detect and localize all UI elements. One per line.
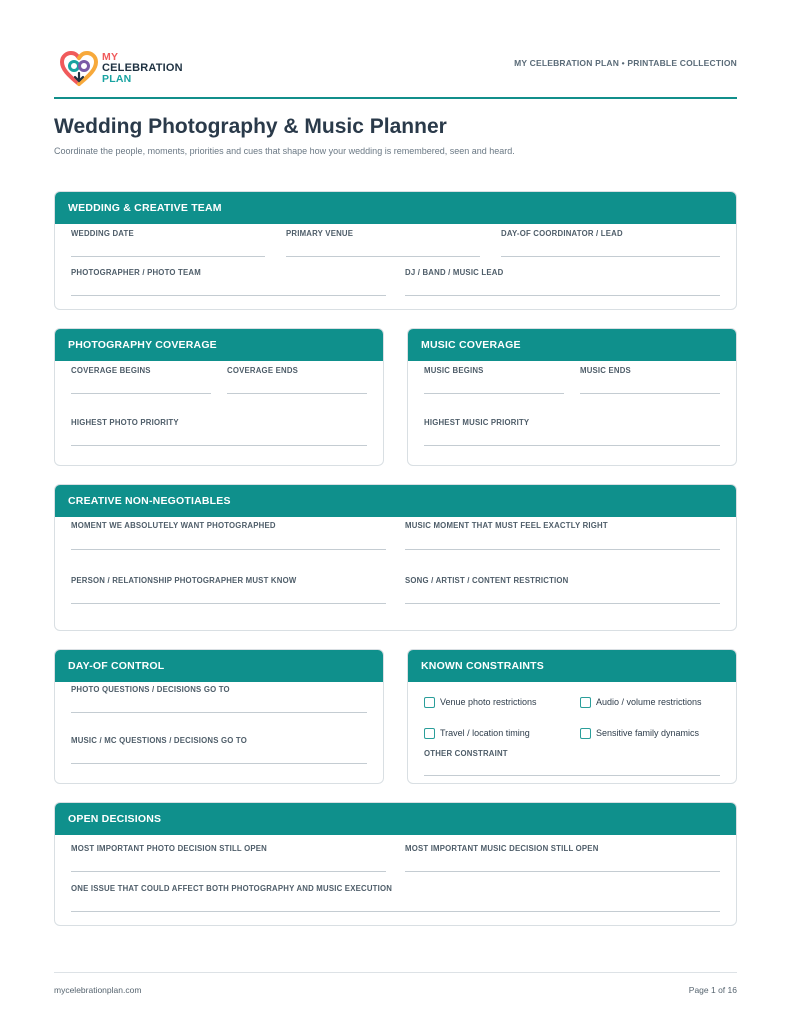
brand-logo — [60, 49, 200, 89]
section-heading: WEDDING & CREATIVE TEAM — [55, 192, 736, 224]
field-label: WEDDING DATE — [71, 229, 134, 238]
write-line — [424, 393, 564, 394]
collection-label: MY CELEBRATION PLAN • PRINTABLE COLLECTION — [514, 58, 737, 68]
section-heading: KNOWN CONSTRAINTS — [408, 650, 736, 682]
section-day-of-control — [54, 649, 384, 784]
photo-moment-field[interactable] — [71, 521, 386, 551]
field-label: HIGHEST PHOTO PRIORITY — [71, 418, 179, 427]
photo-priority-field[interactable] — [71, 418, 367, 446]
other-constraint-field[interactable] — [424, 749, 720, 777]
logo-line-my: MY — [102, 51, 119, 63]
field-label: MOST IMPORTANT PHOTO DECISION STILL OPEN — [71, 844, 268, 853]
field-label: PHOTOGRAPHER / PHOTO TEAM — [71, 268, 201, 277]
write-line — [71, 549, 386, 550]
field-label: MOST IMPORTANT MUSIC DECISION STILL OPEN — [405, 844, 599, 853]
write-line — [71, 256, 265, 257]
field-label: COVERAGE BEGINS — [71, 366, 151, 375]
field-label: SONG / ARTIST / CONTENT RESTRICTION — [405, 576, 569, 585]
checkbox-label: Venue photo restrictions — [440, 697, 537, 707]
write-line — [405, 295, 720, 296]
field-label: HIGHEST MUSIC PRIORITY — [424, 418, 530, 427]
checkbox-venue-photo-restrictions[interactable] — [424, 697, 537, 708]
write-line — [405, 549, 720, 550]
section-heading: OPEN DECISIONS — [55, 803, 736, 835]
field-label: MUSIC MOMENT THAT MUST FEEL EXACTLY RIGHT — [405, 521, 608, 530]
section-heading: PHOTOGRAPHY COVERAGE — [55, 329, 383, 361]
section-open-decisions — [54, 802, 737, 926]
write-line — [580, 393, 720, 394]
footer-divider — [54, 972, 737, 973]
checkbox-label: Audio / volume restrictions — [596, 697, 702, 707]
coverage-ends-field[interactable] — [227, 366, 367, 394]
photographer-field[interactable] — [71, 268, 386, 296]
section-music-coverage — [407, 328, 737, 466]
logo-line-celebration: CELEBRATION — [102, 62, 183, 74]
write-line — [71, 603, 386, 604]
music-questions-field[interactable] — [71, 736, 367, 764]
checkbox-label: Travel / location timing — [440, 728, 530, 738]
open-music-decision-field[interactable] — [405, 844, 720, 872]
header-divider — [54, 97, 737, 99]
checkbox-audio-volume-restrictions[interactable] — [580, 697, 702, 708]
write-line — [71, 911, 720, 912]
field-label: COVERAGE ENDS — [227, 366, 299, 375]
page-subtitle: Coordinate the people, moments, priorities and cues that shape how your wedding is remembered, seen and heard. — [54, 146, 515, 156]
relationship-field[interactable] — [71, 576, 386, 606]
field-label: OTHER CONSTRAINT — [424, 749, 508, 758]
write-line — [71, 763, 367, 764]
write-line — [501, 256, 720, 257]
section-known-constraints — [407, 649, 737, 784]
section-heading: DAY-OF CONTROL — [55, 650, 383, 682]
music-begins-field[interactable] — [424, 366, 564, 394]
page-header — [54, 45, 737, 99]
write-line — [71, 445, 367, 446]
checkbox-label: Sensitive family dynamics — [596, 728, 700, 738]
field-label: ONE ISSUE THAT COULD AFFECT BOTH PHOTOGRAPHY AND MUSIC EXECUTION — [71, 884, 393, 893]
content-restriction-field[interactable] — [405, 576, 720, 606]
write-line — [71, 712, 367, 713]
checkbox-icon[interactable] — [424, 697, 435, 708]
checkbox-sensitive-family-dynamics[interactable] — [580, 728, 699, 739]
write-line — [424, 775, 720, 776]
write-line — [71, 393, 211, 394]
wedding-date-field[interactable] — [71, 229, 265, 257]
write-line — [424, 445, 720, 446]
dj-field[interactable] — [405, 268, 720, 296]
section-heading: MUSIC COVERAGE — [408, 329, 736, 361]
logo-line-plan: PLAN — [102, 73, 132, 85]
field-label: DJ / BAND / MUSIC LEAD — [405, 268, 504, 277]
checkbox-icon[interactable] — [580, 728, 591, 739]
section-creative-team — [54, 191, 737, 310]
write-line — [227, 393, 367, 394]
footer-page-number: Page 1 of 16 — [688, 985, 737, 995]
music-ends-field[interactable] — [580, 366, 720, 394]
open-photo-decision-field[interactable] — [71, 844, 386, 872]
coverage-begins-field[interactable] — [71, 366, 211, 394]
field-label: MUSIC ENDS — [580, 366, 631, 375]
write-line — [286, 256, 480, 257]
write-line — [71, 871, 386, 872]
music-moment-field[interactable] — [405, 521, 720, 551]
heart-logo-icon — [60, 51, 98, 87]
photo-questions-field[interactable] — [71, 685, 367, 713]
write-line — [405, 871, 720, 872]
section-heading: CREATIVE NON-NEGOTIABLES — [55, 485, 736, 517]
footer-website: mycelebrationplan.com — [54, 985, 142, 995]
field-label: MUSIC / MC QUESTIONS / DECISIONS GO TO — [71, 736, 247, 745]
field-label: PERSON / RELATIONSHIP PHOTOGRAPHER MUST KNOW — [71, 576, 297, 585]
field-label: PRIMARY VENUE — [286, 229, 354, 238]
write-line — [405, 603, 720, 604]
field-label: MOMENT WE ABSOLUTELY WANT PHOTOGRAPHED — [71, 521, 276, 530]
primary-venue-field[interactable] — [286, 229, 480, 257]
page-title: Wedding Photography & Music Planner — [54, 115, 447, 138]
field-label: DAY-OF COORDINATOR / LEAD — [501, 229, 623, 238]
checkbox-travel-location-timing[interactable] — [424, 728, 530, 739]
field-label: MUSIC BEGINS — [424, 366, 484, 375]
section-photography-coverage — [54, 328, 384, 466]
coordinator-field[interactable] — [501, 229, 720, 257]
field-label: PHOTO QUESTIONS / DECISIONS GO TO — [71, 685, 230, 694]
write-line — [71, 295, 386, 296]
checkbox-icon[interactable] — [580, 697, 591, 708]
section-non-negotiables — [54, 484, 737, 631]
checkbox-icon[interactable] — [424, 728, 435, 739]
shared-issue-field[interactable] — [71, 884, 720, 912]
music-priority-field[interactable] — [424, 418, 720, 446]
